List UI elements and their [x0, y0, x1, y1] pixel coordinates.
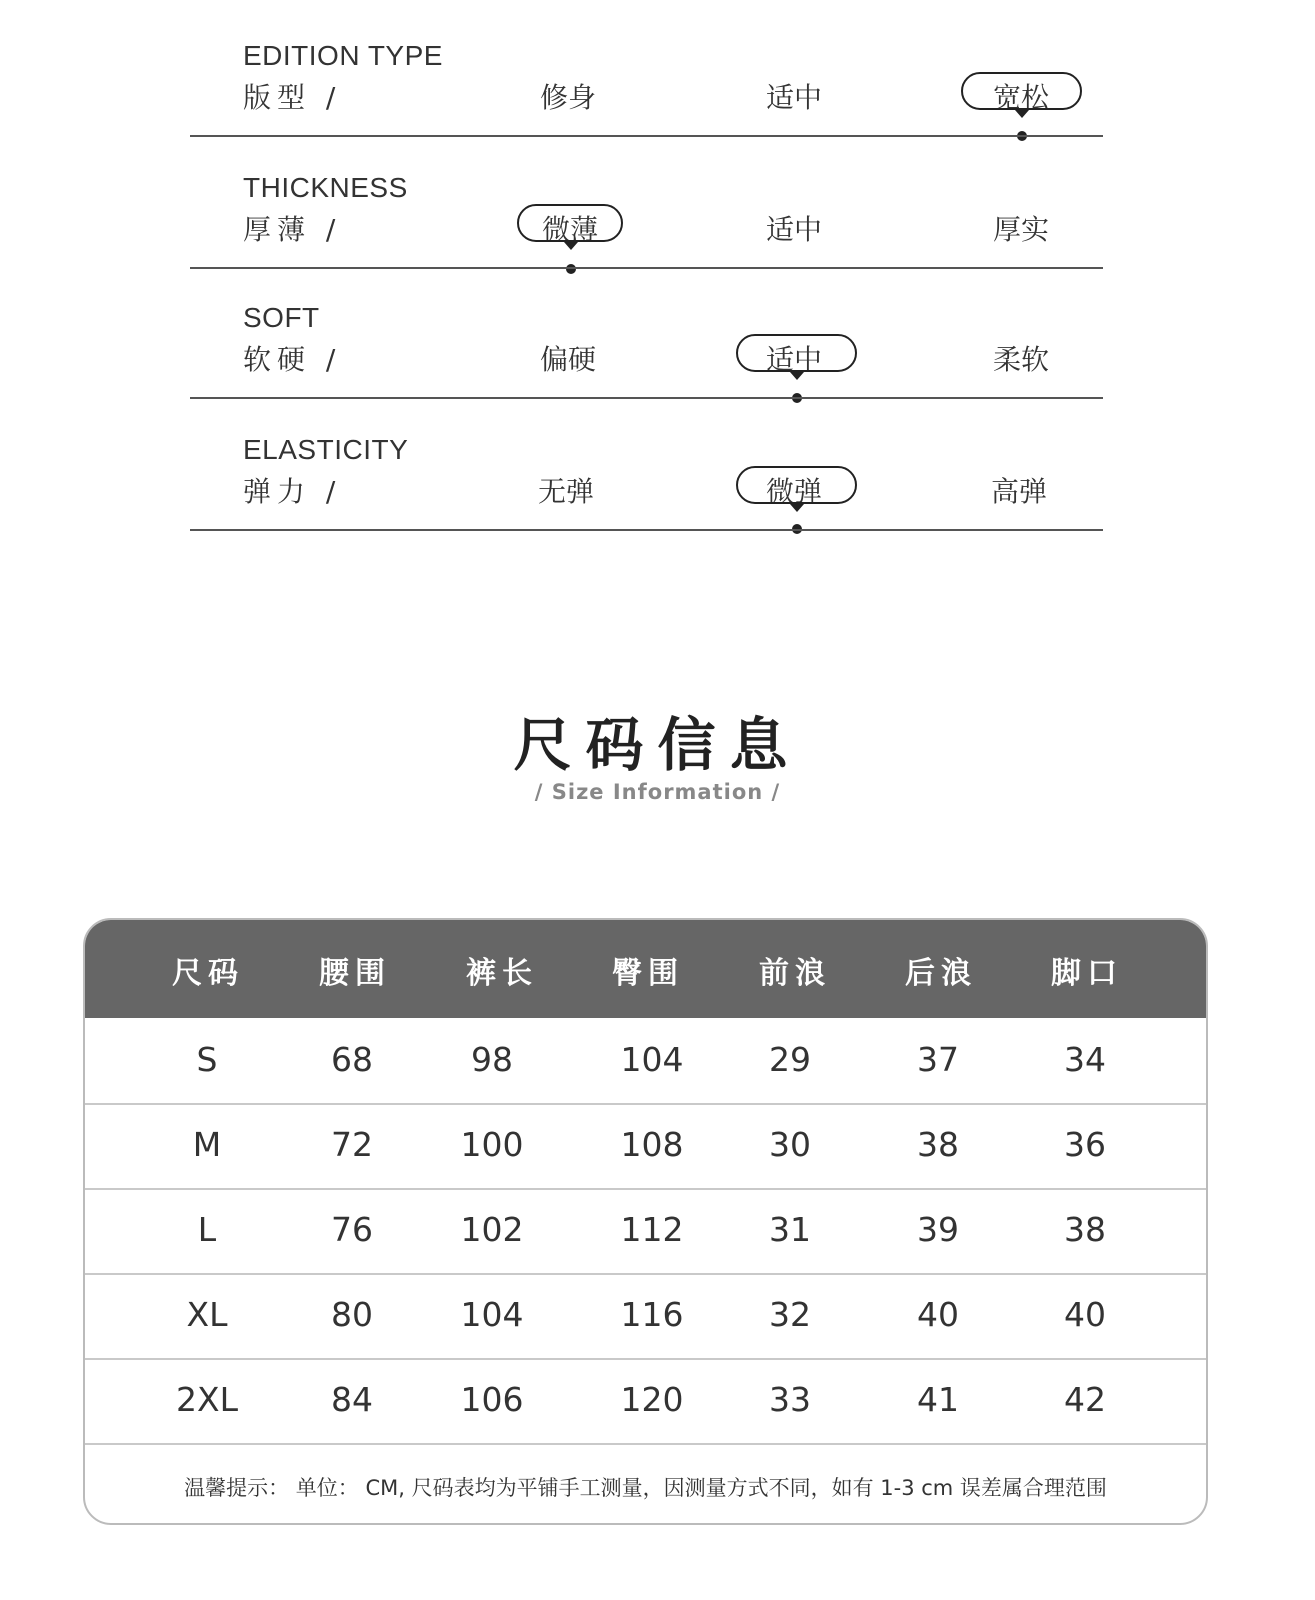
table-row — [85, 1103, 1206, 1190]
table-cell-size: 2XL — [176, 1380, 238, 1419]
size-section-title: 尺码信息 — [513, 711, 802, 779]
attribute-row-thickness — [0, 132, 1315, 265]
selection-pointer — [790, 504, 804, 512]
table-cell: 32 — [769, 1295, 811, 1334]
attribute-option: 偏硬 — [539, 343, 596, 376]
table-cell-size: XL — [186, 1295, 228, 1334]
table-cell: 29 — [769, 1040, 811, 1079]
table-header-cell: 前浪 — [759, 956, 831, 991]
table-cell: 38 — [1064, 1210, 1106, 1249]
selection-bubble — [736, 466, 857, 504]
table-cell: 33 — [769, 1380, 811, 1419]
table-cell: 37 — [917, 1040, 959, 1079]
table-cell: 116 — [620, 1295, 684, 1334]
attribute-option-selected: 微薄 — [541, 213, 598, 246]
table-row — [85, 1273, 1206, 1360]
attribute-option-selected: 宽松 — [992, 81, 1049, 114]
table-cell: 104 — [460, 1295, 524, 1334]
attribute-label-cn: 版型 / — [243, 81, 342, 114]
table-row — [85, 1358, 1206, 1445]
table-cell: 40 — [917, 1295, 959, 1334]
table-cell: 120 — [620, 1380, 684, 1419]
table-footnote: 温馨提示： 单位： CM, 尺码表均为平铺手工测量，因测量方式不同，如有 1-3 cm 误差属合理范围 — [184, 1476, 1107, 1500]
table-cell: 30 — [769, 1125, 811, 1164]
attribute-option: 厚实 — [992, 213, 1049, 246]
attribute-scale-line — [190, 529, 1103, 531]
attribute-label-cn: 弹力 / — [243, 475, 342, 508]
attribute-row-edition-type — [0, 0, 1315, 133]
table-header-cell: 后浪 — [905, 956, 977, 991]
table-cell: 108 — [620, 1125, 684, 1164]
table-cell: 34 — [1064, 1040, 1106, 1079]
table-cell: 84 — [331, 1380, 373, 1419]
table-header-cell: 裤长 — [466, 956, 538, 991]
table-cell: 72 — [331, 1125, 373, 1164]
selection-bubble — [517, 204, 623, 242]
selection-pointer — [564, 242, 578, 250]
attribute-option-selected: 适中 — [765, 343, 822, 376]
table-cell-size: S — [196, 1040, 218, 1079]
table-cell-size: L — [197, 1210, 217, 1249]
table-cell: 76 — [331, 1210, 373, 1249]
table-cell: 41 — [917, 1380, 959, 1419]
attribute-row-soft — [0, 264, 1315, 397]
table-cell: 100 — [460, 1125, 524, 1164]
attribute-option: 修身 — [539, 81, 596, 114]
attribute-option: 柔软 — [992, 343, 1049, 376]
table-cell: 38 — [917, 1125, 959, 1164]
attribute-row-elasticity — [0, 396, 1315, 529]
selection-bubble — [961, 72, 1082, 110]
table-cell: 102 — [460, 1210, 524, 1249]
selection-pointer — [790, 372, 804, 380]
table-cell: 98 — [471, 1040, 513, 1079]
size-table — [83, 918, 1208, 1525]
attribute-option: 高弹 — [990, 475, 1047, 508]
attribute-option: 无弹 — [537, 475, 594, 508]
selection-pointer — [1015, 110, 1029, 118]
table-row — [85, 1188, 1206, 1275]
selection-bubble — [736, 334, 857, 372]
table-cell-size: M — [192, 1125, 222, 1164]
size-section-subtitle: / Size Information / — [534, 780, 781, 804]
table-header-cell: 脚口 — [1051, 956, 1123, 991]
table-cell: 106 — [460, 1380, 524, 1419]
table-cell: 39 — [917, 1210, 959, 1249]
table-cell: 42 — [1064, 1380, 1106, 1419]
table-cell: 68 — [331, 1040, 373, 1079]
table-cell: 112 — [620, 1210, 684, 1249]
attribute-label-cn: 软硬 / — [243, 343, 342, 376]
attribute-label-cn: 厚薄 / — [243, 213, 342, 246]
table-cell: 40 — [1064, 1295, 1106, 1334]
table-cell: 104 — [620, 1040, 684, 1079]
table-header-cell: 尺码 — [172, 956, 244, 991]
table-cell: 36 — [1064, 1125, 1106, 1164]
attribute-label-en: EDITION TYPE — [243, 40, 443, 71]
attribute-option: 适中 — [765, 213, 822, 246]
table-cell: 80 — [331, 1295, 373, 1334]
attribute-option-selected: 微弹 — [765, 475, 822, 508]
table-header-cell: 腰围 — [319, 956, 391, 991]
table-header-row — [85, 920, 1206, 1018]
attribute-label-en: ELASTICITY — [243, 434, 409, 465]
attribute-label-en: THICKNESS — [243, 172, 408, 203]
attribute-option: 适中 — [765, 81, 822, 114]
attribute-label-en: SOFT — [243, 302, 320, 333]
table-header-cell: 臀围 — [612, 956, 684, 991]
table-cell: 31 — [769, 1210, 811, 1249]
table-row — [85, 1018, 1206, 1105]
